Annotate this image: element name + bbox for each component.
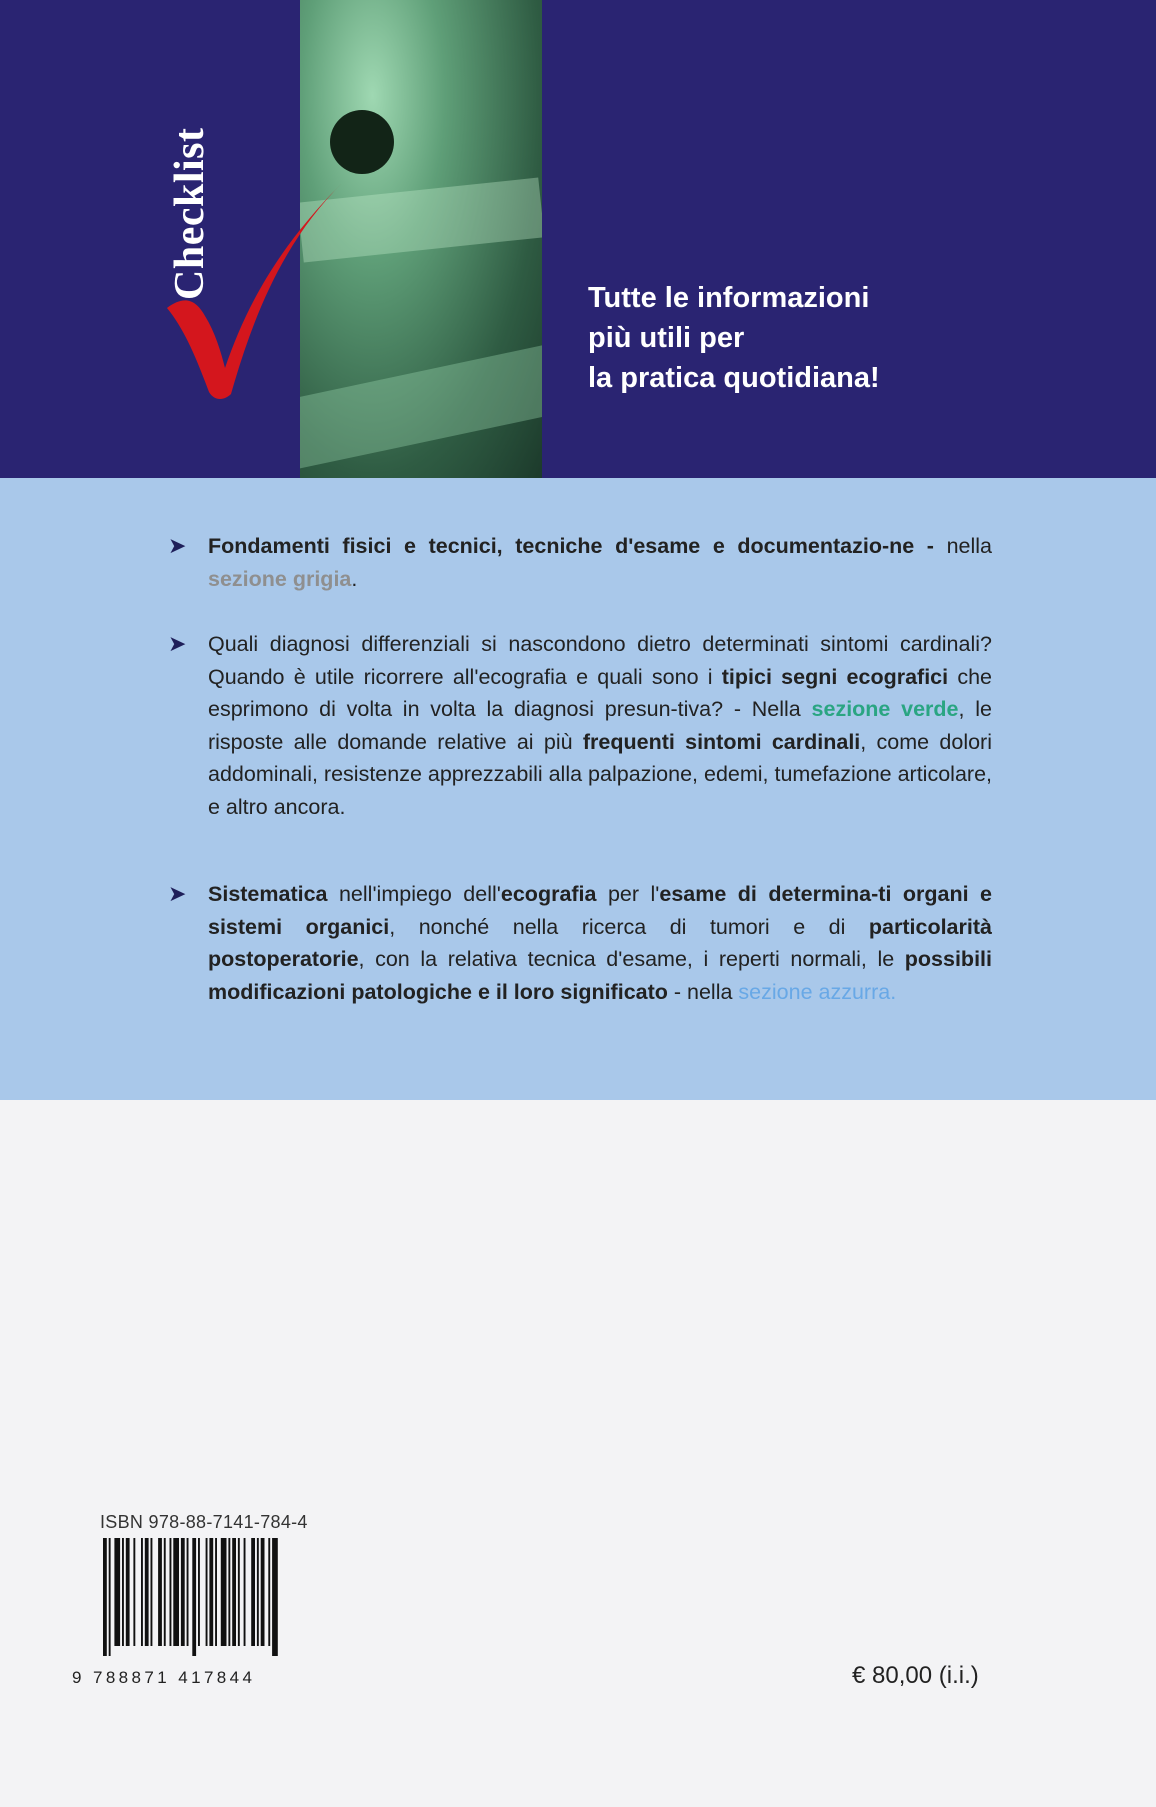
text-run: Fondamenti fisici e tecnici, tecniche d'esame e documentazio-ne - (208, 534, 934, 558)
barcode-bar (151, 1538, 153, 1646)
barcode-bar (221, 1538, 227, 1646)
text-run: particolarità postoperatorie (208, 914, 992, 971)
text-run: esame di determina-ti organi e sistemi organici (208, 882, 992, 939)
price: € 80,00 (i.i.) (852, 1662, 979, 1689)
text-run: nella (933, 534, 992, 558)
barcode-icon (103, 1538, 331, 1656)
text-run: , nonché nella ricerca di tumori e di (389, 914, 869, 939)
barcode-bar (232, 1538, 236, 1646)
text-run: Quali diagnosi differenziali si nascondono dietro determinati sintomi cardinali? Quando è utile ricorrere all'ecografia e quali sono i (208, 632, 992, 689)
barcode-bar (238, 1538, 240, 1646)
barcode-bar (209, 1538, 213, 1646)
text-run: ecografia (500, 882, 597, 906)
barcode-bar (103, 1538, 107, 1656)
text-run: sezione grigia (208, 566, 352, 591)
text-run: - nella (667, 979, 739, 1004)
barcode-bar (251, 1538, 255, 1646)
barcode-bar (141, 1538, 143, 1646)
section-paragraph (168, 628, 992, 823)
scan-cyst-shape (330, 110, 394, 174)
barcode-bar (244, 1538, 246, 1646)
barcode-bar (228, 1538, 230, 1646)
bullet-arrow-icon: ➤ (168, 881, 187, 906)
tagline-line: più utili per (588, 322, 745, 354)
barcode-bar (173, 1538, 179, 1646)
text-run: , le risposte alle domande relative ai più (208, 697, 992, 754)
barcode-bar (198, 1538, 200, 1646)
text-run: tipici segni ecografici (721, 664, 949, 689)
barcode-bar (158, 1538, 162, 1646)
text-run: possibili modificazioni patologiche e il loro significato (208, 947, 992, 1004)
isbn: ISBN 978-88-7141-784-4 (100, 1512, 308, 1532)
section-paragraph (168, 530, 992, 595)
barcode-bar (187, 1538, 189, 1646)
text-run: . (351, 566, 358, 591)
barcode-bar (122, 1538, 124, 1646)
text-run: , con la relativa tecnica d'esame, i reperti normali, le (358, 947, 905, 971)
tagline (588, 278, 880, 398)
barcode-bar (215, 1538, 217, 1646)
tagline-line: la pratica quotidiana! (588, 362, 880, 394)
text-run: per l' (596, 882, 660, 906)
barcode-bar (181, 1538, 185, 1646)
text-run: Sistematica (208, 882, 328, 906)
bullet-arrow-icon: ➤ (168, 631, 187, 656)
barcode-bar (145, 1538, 149, 1646)
barcode-bar (272, 1538, 278, 1656)
barcode-bar (268, 1538, 270, 1646)
barcode-bar (206, 1538, 208, 1646)
barcode-digits: 9 788871 417844 (72, 1668, 256, 1687)
text-run: che esprimono di volta in volta la diagnosi presun-tiva? - Nella (208, 664, 992, 721)
bullet-arrow-icon: ➤ (168, 533, 187, 558)
section-paragraph (168, 878, 992, 1008)
barcode-bar (261, 1538, 265, 1646)
barcode-bar (164, 1538, 166, 1646)
tagline-line: Tutte le informazioni (588, 282, 870, 314)
barcode-bar (257, 1538, 259, 1646)
text-run: frequenti sintomi cardinali (582, 729, 861, 754)
series-label: Checklist (167, 127, 213, 300)
text-run: sezione verde (811, 697, 959, 721)
barcode-bar (109, 1538, 111, 1656)
barcode-bar (192, 1538, 196, 1656)
barcode-bar (126, 1538, 130, 1646)
barcode-bar (170, 1538, 172, 1646)
barcode-bar (114, 1538, 120, 1646)
text-run: nell'impiego dell' (327, 882, 501, 906)
barcode-bar (133, 1538, 135, 1646)
text-run: sezione azzurra. (738, 979, 897, 1004)
text-run: , come dolori addominali, resistenze apprezzabili alla palpazione, edemi, tumefazione articolare, e altro ancora. (208, 729, 992, 819)
